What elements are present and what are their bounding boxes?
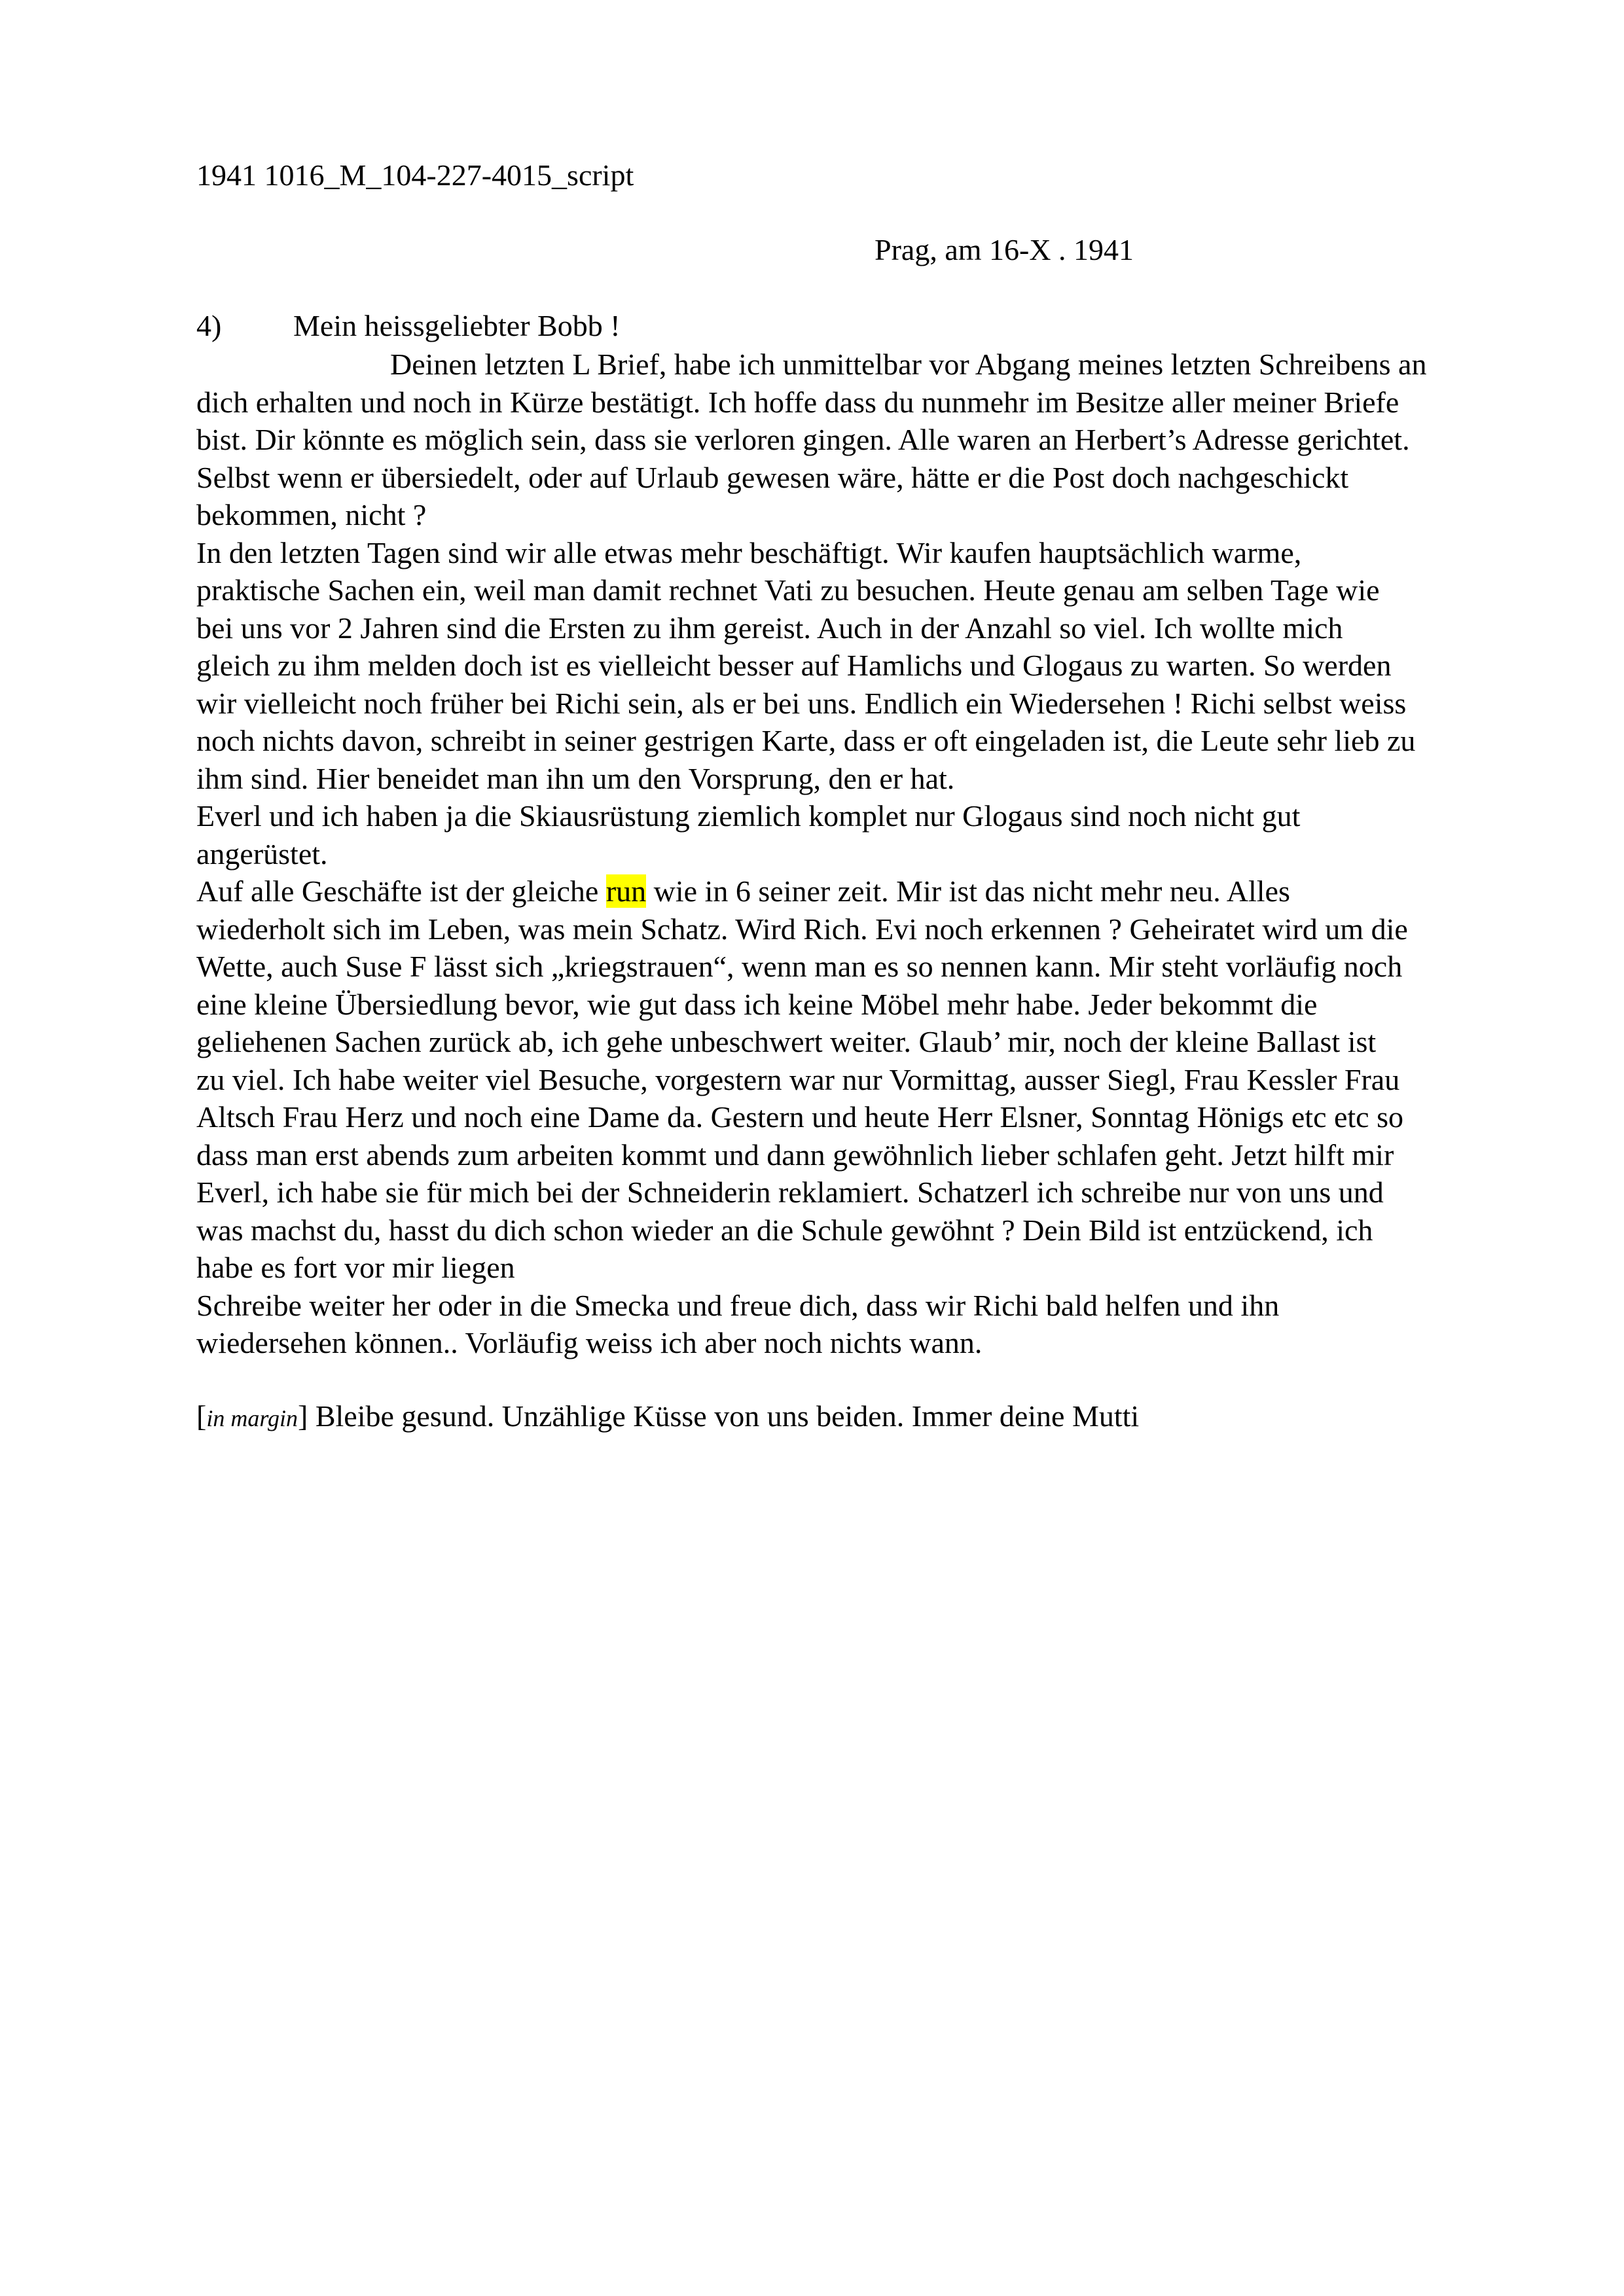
body-line: geliehenen Sachen zurück ab, ich gehe unbeschwert weiter. Glaub’ mir, noch der kleine Ballast ist [196,1025,1377,1058]
body-line: Schreibe weiter her oder in die Smecka und freue dich, dass wir Richi bald helfen und ihn [196,1288,1280,1322]
margin-note-label: in margin [206,1405,298,1431]
body-line: bekommen, nicht ? [196,498,427,531]
body-line: Deinen letzten L Brief, habe ich unmittelbar vor Abgang meines letzten Schreibens an [390,348,1427,381]
letter-closing [196,1398,1139,1437]
body-line: gleich zu ihm melden doch ist es vielleicht besser auf Hamlichs und Glogaus zu warten. So werden [196,649,1392,682]
body-line: praktische Sachen ein, weil man damit rechnet Vati zu besuchen. Heute genau am selben Tage wie [196,573,1380,607]
body-line: wiederholt sich im Leben, was mein Schatz. Wird Rich. Evi noch erkennen ? Geheiratet wird um die [196,912,1408,946]
body-line: Selbst wenn er übersiedelt, oder auf Urlaub gewesen wäre, hätte er die Post doch nachgeschickt [196,460,1349,494]
letter-salutation: Mein heissgeliebter Bobb ! [293,309,621,342]
body-line: wiedersehen können.. Vorläufig weiss ich aber noch nichts wann. [196,1326,983,1359]
closing-text: Bleibe gesund. Unzählige Küsse von uns beiden. Immer deine Mutti [308,1399,1140,1433]
letter-number: 4) [196,309,222,342]
body-line: In den letzten Tagen sind wir alle etwas mehr beschäftigt. Wir kaufen hauptsächlich warme, [196,535,1302,569]
letter-dateline: Prag, am 16-X . 1941 [875,233,1134,266]
body-line: Altsch Frau Herz und noch eine Dame da. Gestern und heute Herr Elsner, Sonntag Hönigs etc etc so [196,1100,1403,1134]
body-line: eine kleine Übersiedlung bevor, wie gut dass ich keine Möbel mehr habe. Jeder bekommt die [196,987,1318,1021]
body-line: ihm sind. Hier beneidet man ihn um den Vorsprung, den er hat. [196,761,955,795]
letter-body [196,346,1538,1362]
body-line-highlighted [196,872,1538,910]
body-line: bist. Dir könnte es möglich sein, dass sie verloren gingen. Alle waren an Herbert’s Adresse gerichtet. [196,423,1410,456]
body-line: Wette, auch Suse F lässt sich „kriegstrauen“, wenn man es so nennen kann. Mir steht vorläufig noch [196,950,1403,983]
document-filename: 1941 1016_M_104-227-4015_script [196,158,634,192]
body-line: Everl und ich haben ja die Skiausrüstung ziemlich komplet nur Glogaus sind noch nicht gut [196,799,1301,833]
body-line: wir vielleicht noch früher bei Richi sein, als er bei uns. Endlich ein Wiedersehen ! Richi selbst weiss [196,686,1407,720]
body-line: Everl, ich habe sie für mich bei der Schneiderin reklamiert. Schatzerl ich schreibe nur von uns und [196,1175,1384,1209]
body-text-segment: Auf alle Geschäfte ist der gleiche [196,874,606,908]
body-line: dass man erst abends zum arbeiten kommt und dann gewöhnlich lieber schlafen geht. Jetzt hilft mir [196,1138,1394,1172]
body-line: noch nichts davon, schreibt in seiner gestrigen Karte, dass er oft eingeladen ist, die Leute sehr lieb zu [196,724,1416,757]
body-line: angerüstet. [196,836,328,870]
body-line: habe es fort vor mir liegen [196,1251,515,1284]
body-line: was machst du, hasst du dich schon wieder an die Schule gewöhnt ? Dein Bild ist entzückend, ich [196,1213,1373,1247]
body-line: zu viel. Ich habe weiter viel Besuche, vorgestern war nur Vormittag, ausser Siegl, Frau Kessler Frau [196,1062,1400,1096]
bracket-open: [ [196,1399,207,1433]
body-line: bei uns vor 2 Jahren sind die Ersten zu ihm gereist. Auch in der Anzahl so viel. Ich wollte mich [196,611,1343,645]
body-text-segment: wie in 6 seiner zeit. Mir ist das nicht mehr neu. Alles [646,874,1290,908]
body-line: dich erhalten und noch in Kürze bestätigt. Ich hoffe dass du nunmehr im Besitze aller meiner Briefe [196,385,1399,419]
highlighted-word: run [605,874,647,908]
bracket-close: ] [298,1399,308,1433]
